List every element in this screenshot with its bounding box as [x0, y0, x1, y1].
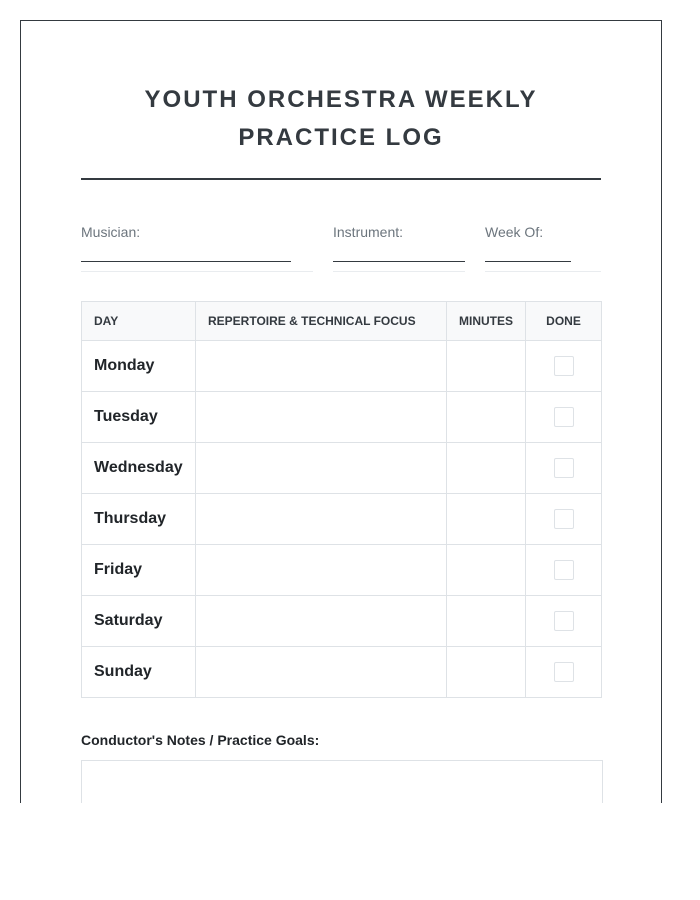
week-of-field[interactable]: [485, 223, 601, 241]
instrument-field[interactable]: [333, 223, 465, 241]
repertoire-cell[interactable]: [196, 596, 447, 647]
day-label: Sunday: [82, 647, 196, 698]
done-cell: [526, 341, 602, 392]
minutes-cell[interactable]: [447, 647, 526, 698]
repertoire-cell[interactable]: [196, 392, 447, 443]
day-label: Wednesday: [82, 443, 196, 494]
table-row: [82, 341, 602, 392]
day-label: Friday: [82, 545, 196, 596]
table-row: [82, 647, 602, 698]
week-of-field-rule: [485, 271, 601, 272]
done-checkbox[interactable]: [554, 611, 574, 631]
minutes-cell[interactable]: [447, 341, 526, 392]
table-row: [82, 392, 602, 443]
instrument-input-line[interactable]: [333, 261, 465, 262]
repertoire-cell[interactable]: [196, 494, 447, 545]
minutes-cell[interactable]: [447, 392, 526, 443]
minutes-cell[interactable]: [447, 494, 526, 545]
day-label: Monday: [82, 341, 196, 392]
table-row: [82, 494, 602, 545]
instrument-field-rule: [333, 271, 465, 272]
header-day: DAY: [82, 302, 196, 341]
minutes-cell[interactable]: [447, 545, 526, 596]
instrument-label: Instrument:: [333, 224, 404, 240]
minutes-cell[interactable]: [447, 443, 526, 494]
done-checkbox[interactable]: [554, 509, 574, 529]
repertoire-cell[interactable]: [196, 545, 447, 596]
day-label: Saturday: [82, 596, 196, 647]
minutes-cell[interactable]: [447, 596, 526, 647]
done-cell: [526, 596, 602, 647]
notes-textarea[interactable]: [81, 760, 603, 803]
repertoire-cell[interactable]: [196, 443, 447, 494]
table-row: [82, 596, 602, 647]
header-repertoire: REPERTOIRE & TECHNICAL FOCUS: [196, 302, 447, 341]
week-of-label: Week Of:: [485, 224, 544, 240]
musician-input-line[interactable]: [81, 261, 291, 262]
repertoire-cell[interactable]: [196, 341, 447, 392]
week-of-input-line[interactable]: [485, 261, 571, 262]
table-row: [82, 545, 602, 596]
page-title: YOUTH ORCHESTRA WEEKLY PRACTICE LOG: [144, 86, 538, 151]
done-cell: [526, 647, 602, 698]
day-label: Thursday: [82, 494, 196, 545]
done-checkbox[interactable]: [554, 662, 574, 682]
repertoire-cell[interactable]: [196, 647, 447, 698]
title-divider: [81, 178, 601, 180]
done-cell: [526, 494, 602, 545]
done-checkbox[interactable]: [554, 407, 574, 427]
musician-label: Musician:: [81, 224, 141, 240]
musician-field-rule: [81, 271, 313, 272]
practice-table: [81, 301, 602, 698]
done-checkbox[interactable]: [554, 356, 574, 376]
done-cell: [526, 392, 602, 443]
notes-label: Conductor's Notes / Practice Goals:: [81, 732, 320, 748]
header-minutes: MINUTES: [447, 302, 526, 341]
day-label: Tuesday: [82, 392, 196, 443]
header-done: DONE: [526, 302, 602, 341]
table-row: [82, 443, 602, 494]
table-header-row: [82, 302, 602, 341]
done-checkbox[interactable]: [554, 560, 574, 580]
practice-log-sheet: [20, 20, 662, 803]
done-cell: [526, 545, 602, 596]
done-cell: [526, 443, 602, 494]
musician-field[interactable]: [81, 223, 313, 241]
done-checkbox[interactable]: [554, 458, 574, 478]
